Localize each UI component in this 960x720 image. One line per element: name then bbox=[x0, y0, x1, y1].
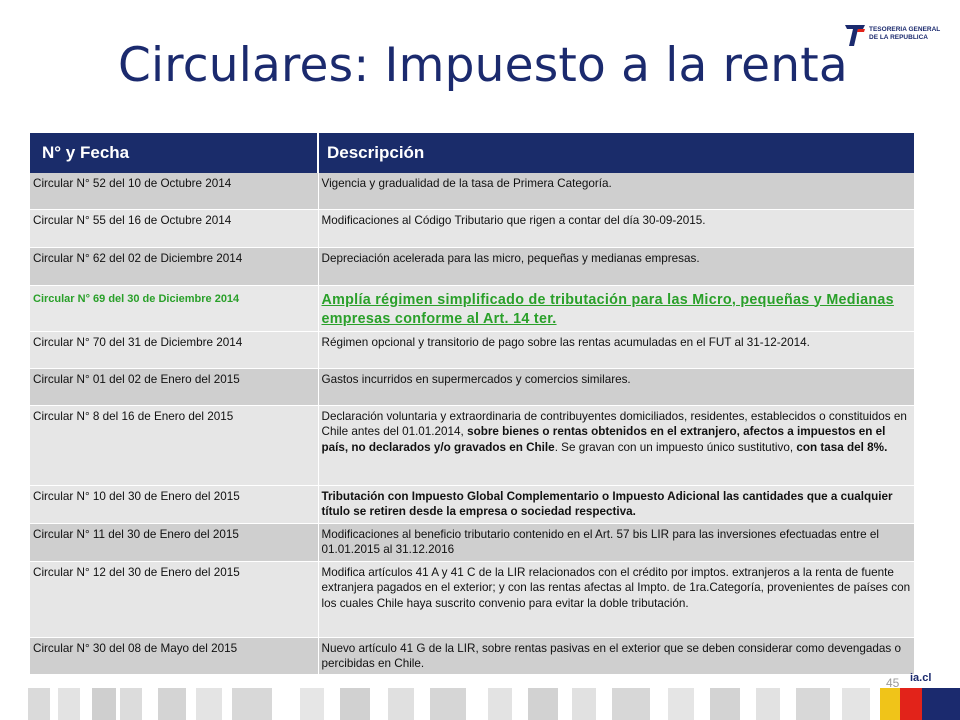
row-description-bold: sobre bienes o rentas obtenidos en el extranjero, afectos a impuestos en el país, no declarados y/o gravados en Chile bbox=[321, 425, 886, 454]
row-description bbox=[318, 405, 914, 485]
column-header-number-date: N° y Fecha bbox=[30, 133, 318, 173]
row-date: Circular N° 01 del 02 de Enero del 2015 bbox=[30, 368, 318, 405]
footer-block bbox=[300, 688, 324, 720]
tesoreria-logo bbox=[843, 22, 939, 50]
footer-block-red bbox=[900, 688, 922, 720]
footer-block bbox=[842, 688, 870, 720]
row-date: Circular N° 10 del 30 de Enero del 2015 bbox=[30, 485, 318, 523]
row-description: Nuevo artículo 41 G de la LIR, sobre rentas pasivas en el exterior que se deben considerar como devengadas o percibidas en Chile. bbox=[318, 637, 914, 674]
tesoreria-logo-icon bbox=[843, 22, 867, 48]
footer-block bbox=[796, 688, 830, 720]
footer-block bbox=[232, 688, 272, 720]
footer-block bbox=[572, 688, 596, 720]
footer-block bbox=[756, 688, 780, 720]
row-date: Circular N° 30 del 08 de Mayo del 2015 bbox=[30, 637, 318, 674]
table-row bbox=[30, 331, 914, 368]
row-description: Vigencia y gradualidad de la tasa de Primera Categoría. bbox=[318, 173, 914, 209]
slide-title: Circulares: Impuesto a la renta bbox=[118, 38, 848, 93]
table-row bbox=[30, 368, 914, 405]
table-row bbox=[30, 523, 914, 561]
footer-block bbox=[120, 688, 142, 720]
row-date: Circular N° 8 del 16 de Enero del 2015 bbox=[30, 405, 318, 485]
footer-block-blue bbox=[922, 688, 960, 720]
footer-url[interactable]: ia.cl bbox=[910, 672, 932, 684]
footer-block bbox=[158, 688, 186, 720]
footer-block bbox=[196, 688, 222, 720]
row-description: Gastos incurridos en supermercados y comercios similares. bbox=[318, 368, 914, 405]
footer-block bbox=[528, 688, 558, 720]
footer-block bbox=[612, 688, 650, 720]
row-description-part: . Se gravan con un impuesto único sustitutivo, bbox=[554, 440, 794, 454]
row-date: Circular N° 52 del 10 de Octubre 2014 bbox=[30, 173, 318, 209]
row-description: Modifica artículos 41 A y 41 C de la LIR relacionados con el crédito por imptos. extranjeros a la renta de fuente extranjera pagados en el exterior; y con las rentas afectas al Impto. de 1ra.Categoría, provenientes de países con los cuales Chile haya suscrito convenio para evitar la doble tributación. bbox=[318, 561, 914, 637]
row-description: Modificaciones al beneficio tributario contenido en el Art. 57 bis LIR para las inversiones efectuadas entre el 01.01.2015 al 31.12.2016 bbox=[318, 523, 914, 561]
footer-block bbox=[58, 688, 80, 720]
table-row bbox=[30, 209, 914, 247]
table-header-row bbox=[30, 133, 914, 173]
footer-block bbox=[92, 688, 116, 720]
footer-block bbox=[710, 688, 740, 720]
table-row bbox=[30, 247, 914, 285]
footer-decoration bbox=[0, 688, 960, 720]
logo-line-2: DE LA REPUBLICA bbox=[869, 33, 928, 41]
circulars-table bbox=[30, 133, 915, 675]
row-description: Modificaciones al Código Tributario que rigen a contar del día 30-09-2015. bbox=[318, 209, 914, 247]
row-description-bold: con tasa del 8%. bbox=[796, 440, 888, 454]
table-row bbox=[30, 485, 914, 523]
footer-block bbox=[28, 688, 50, 720]
page-number: 45 bbox=[886, 676, 900, 690]
footer-block bbox=[340, 688, 370, 720]
row-date: Circular N° 11 del 30 de Enero del 2015 bbox=[30, 523, 318, 561]
row-date: Circular N° 62 del 02 de Diciembre 2014 bbox=[30, 247, 318, 285]
footer-block bbox=[430, 688, 466, 720]
footer-block bbox=[388, 688, 414, 720]
circular-69-link[interactable]: Amplía régimen simplificado de tributación para las Micro, pequeñas y Medianas empresas conforme al Art. 14 ter. bbox=[321, 291, 894, 327]
logo-line-1: TESORERIA GENERAL bbox=[869, 26, 941, 33]
footer-block bbox=[488, 688, 512, 720]
row-date: Circular N° 69 del 30 de Diciembre 2014 bbox=[30, 285, 318, 331]
table-row bbox=[30, 561, 914, 637]
row-description-part: Declaración voluntaria y extraordinaria de contribuyentes domiciliados, residentes, establecidos o constituidos en Chile antes del 01.01.2014, bbox=[321, 409, 907, 438]
footer-block bbox=[668, 688, 694, 720]
row-date: Circular N° 55 del 16 de Octubre 2014 bbox=[30, 209, 318, 247]
row-date: Circular N° 70 del 31 de Diciembre 2014 bbox=[30, 331, 318, 368]
row-description: Depreciación acelerada para las micro, pequeñas y medianas empresas. bbox=[318, 247, 914, 285]
footer-block-yellow bbox=[880, 688, 900, 720]
row-date: Circular N° 12 del 30 de Enero del 2015 bbox=[30, 561, 318, 637]
row-description: Régimen opcional y transitorio de pago sobre las rentas acumuladas en el FUT al 31-12-2014. bbox=[318, 331, 914, 368]
column-header-description: Descripción bbox=[318, 133, 914, 173]
table-row-highlighted bbox=[30, 285, 914, 331]
table-row bbox=[30, 405, 914, 485]
row-description: Tributación con Impuesto Global Complementario o Impuesto Adicional las cantidades que a cualquier título se retiren desde la empresa o sociedad respectiva. bbox=[318, 485, 914, 523]
row-description bbox=[318, 285, 914, 331]
table-row bbox=[30, 637, 914, 674]
table-row bbox=[30, 173, 914, 209]
